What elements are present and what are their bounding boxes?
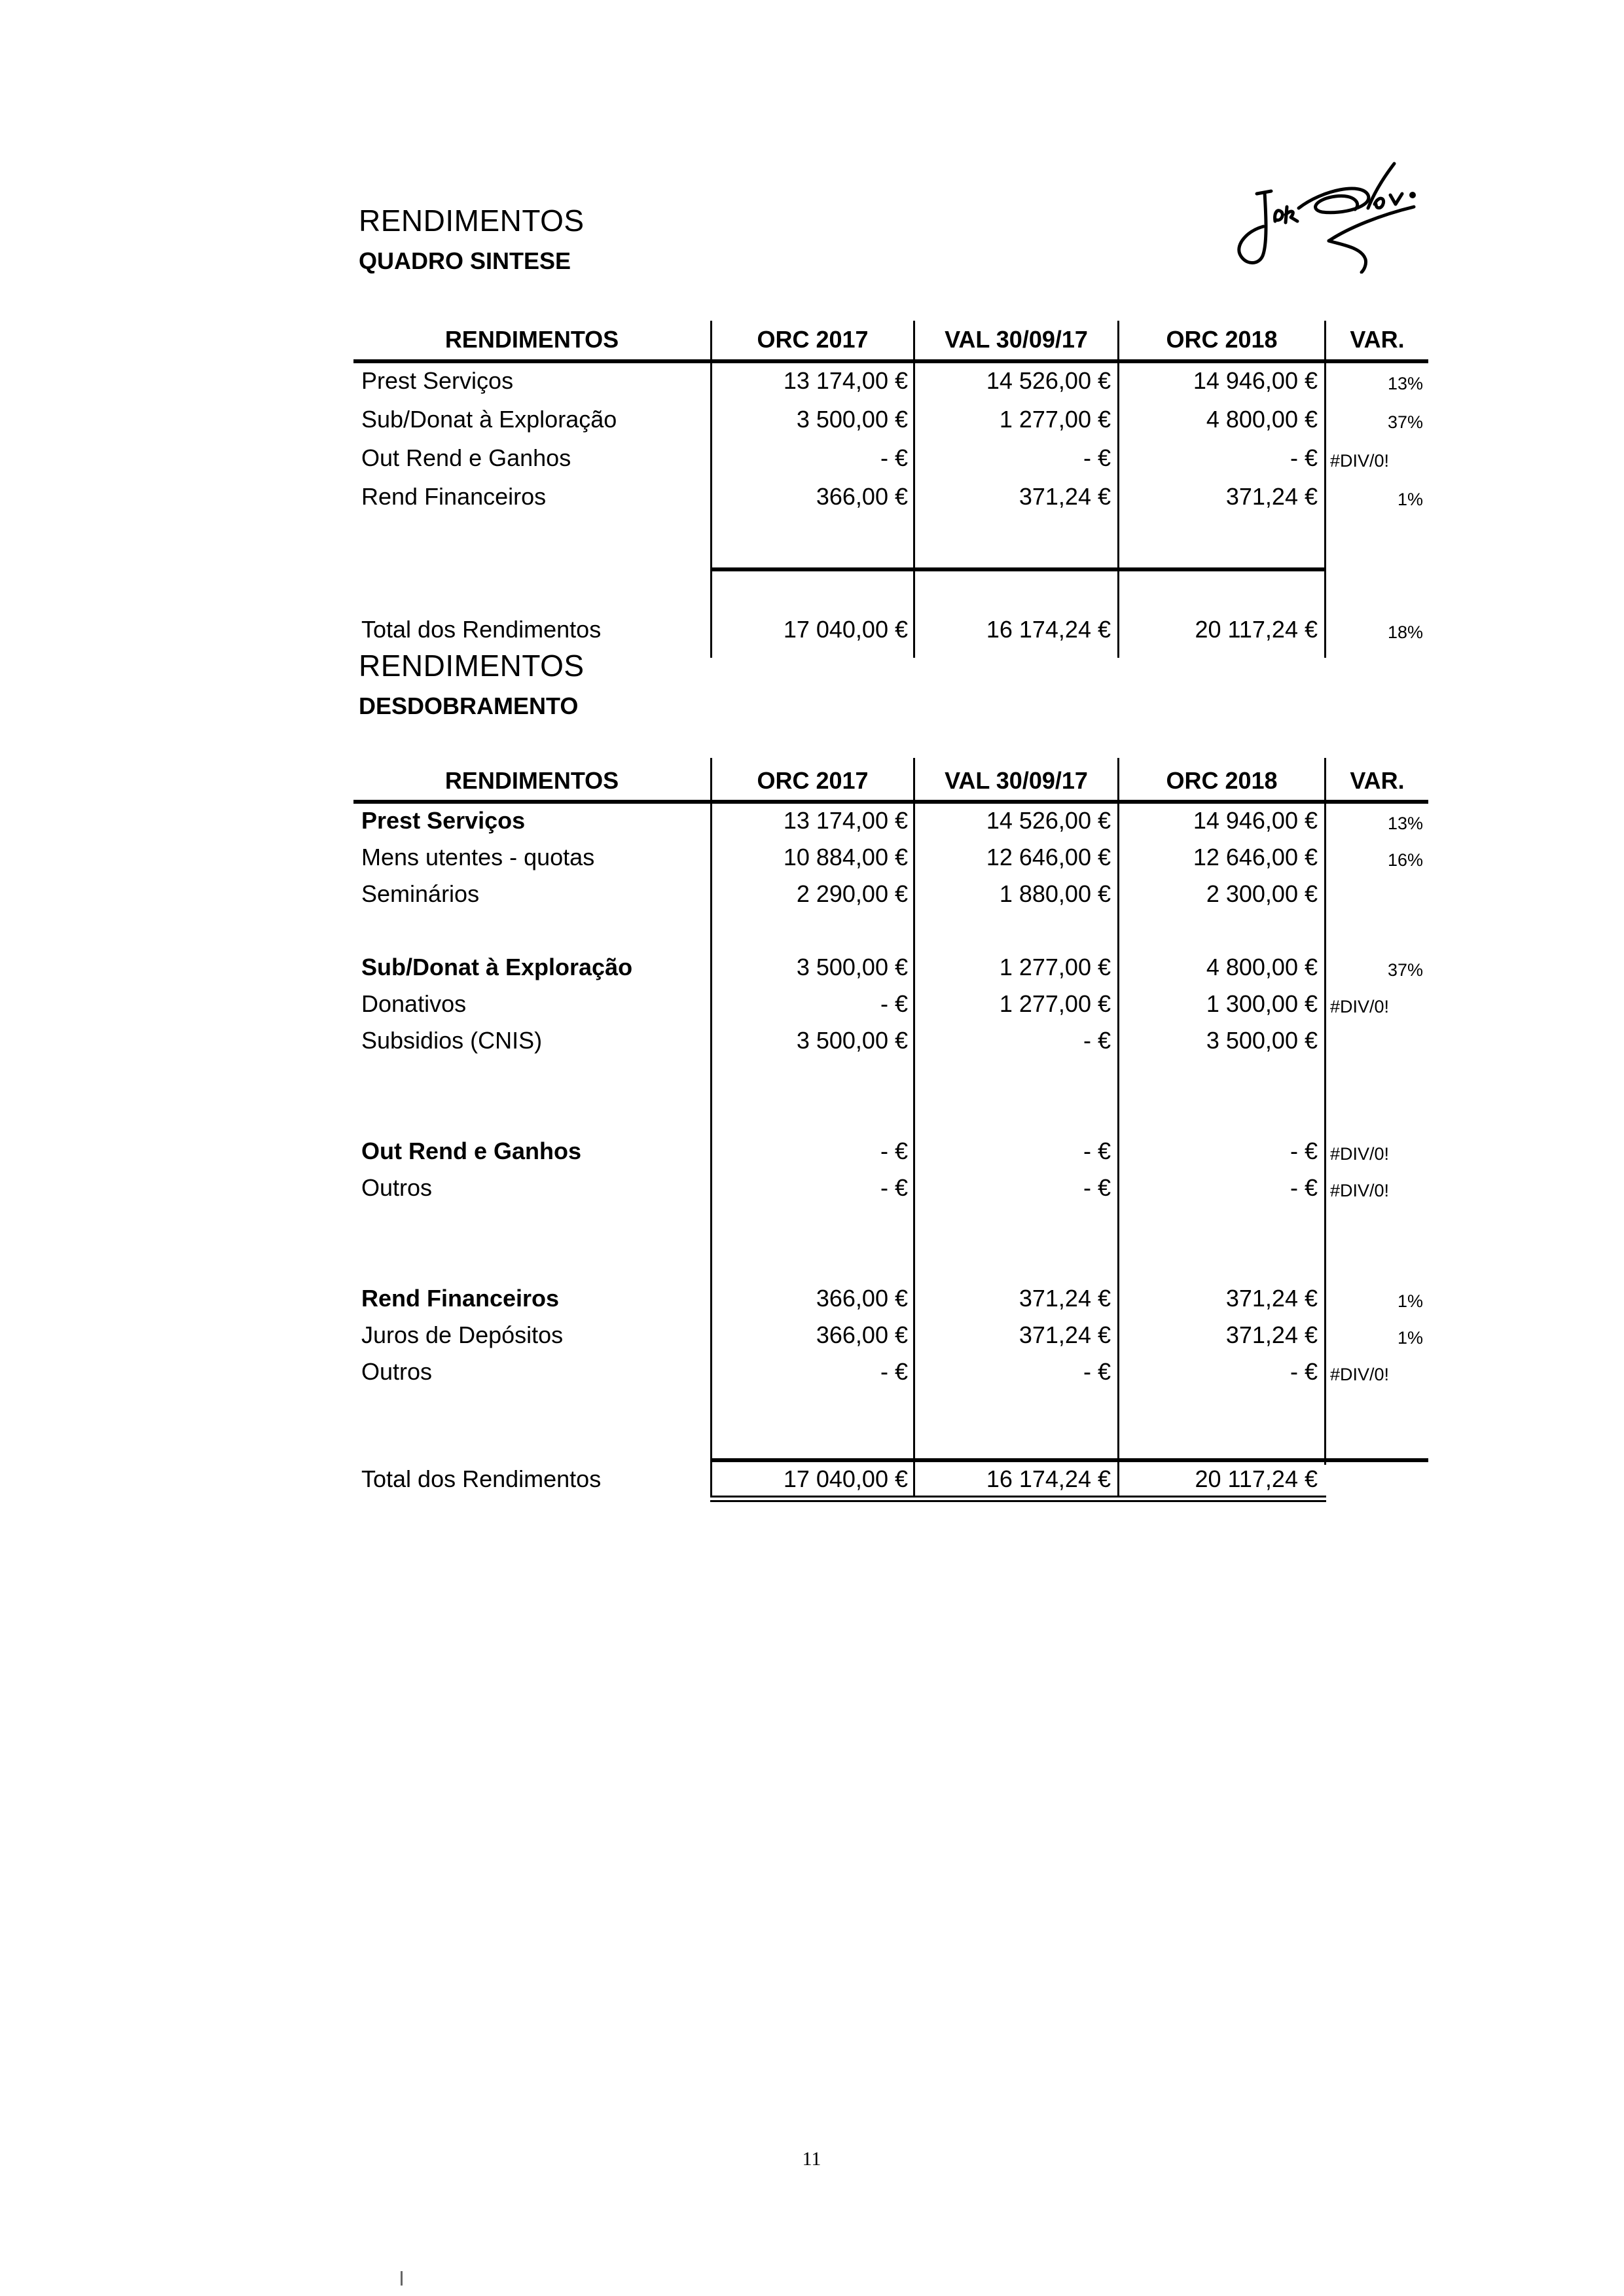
cell-var: #DIV/0! [1330,1365,1390,1384]
cell-orc2017: - € [880,1174,908,1201]
cell-var: #DIV/0! [1330,1181,1390,1200]
section2-subtitle: DESDOBRAMENTO [359,692,579,719]
cell-val300917: - € [1083,444,1111,471]
header-var: VAR. [1350,767,1405,794]
cell-orc2017: 3 500,00 € [796,1027,908,1054]
cell-var: 37% [1387,960,1423,980]
header-rendimentos: RENDIMENTOS [444,767,619,794]
cell-var: #DIV/0! [1330,997,1390,1016]
row-label: Juros de Depósitos [361,1321,564,1348]
cell-orc2018: 371,24 € [1225,1285,1318,1312]
cell-val300917: - € [1083,1138,1111,1164]
total-val300917: 16 174,24 € [986,616,1111,643]
cell-orc2017: 366,00 € [816,1321,908,1348]
subtotal-rule [710,567,1326,571]
cell-val300917: - € [1083,1358,1111,1385]
cell-val300917: 1 880,00 € [999,880,1111,907]
cell-val300917: 14 526,00 € [986,367,1111,394]
cell-orc2018: 371,24 € [1225,1321,1318,1348]
column-divider [1324,321,1326,658]
cell-orc2017: 10 884,00 € [783,844,908,870]
cell-orc2018: 2 300,00 € [1206,880,1318,907]
column-divider [1324,758,1326,1465]
cell-orc2017: - € [880,1358,908,1385]
group-label: Prest Serviços [361,807,526,834]
cell-orc2018: 14 946,00 € [1193,367,1318,394]
cell-var: #DIV/0! [1330,1144,1390,1164]
cell-orc2017: 366,00 € [816,483,908,510]
header-val300917: VAL 30/09/17 [945,767,1088,794]
cell-var [1330,1029,1423,1058]
double-rule-top [710,1496,1326,1498]
section1-subtitle: QUADRO SINTESE [359,247,571,274]
cell-var: 1% [1397,490,1423,509]
total-val300917: 16 174,24 € [986,1465,1111,1492]
cell-orc2018: - € [1290,1174,1318,1201]
header-val300917: VAL 30/09/17 [945,326,1088,353]
total-orc2017: 17 040,00 € [783,1465,908,1492]
row-label: Seminários [361,880,480,907]
row-label: Outros [361,1174,433,1201]
cell-orc2018: 1 300,00 € [1206,990,1318,1017]
cell-val300917: 371,24 € [1019,1321,1111,1348]
header-var: VAR. [1350,326,1405,353]
cell-orc2018: 4 800,00 € [1206,406,1318,433]
cell-val300917: 12 646,00 € [986,844,1111,870]
cell-val300917: - € [1083,1174,1111,1201]
cell-orc2018: 12 646,00 € [1193,844,1318,870]
cell-var: 13% [1387,814,1423,833]
cell-orc2017: 13 174,00 € [783,807,908,834]
signature-icon [1231,149,1427,274]
row-label: Subsidios (CNIS) [361,1027,543,1054]
section2-title: RENDIMENTOS [359,649,585,683]
cell-val300917: 14 526,00 € [986,807,1111,834]
section1-title: RENDIMENTOS [359,204,585,238]
row-label: Mens utentes - quotas [361,844,595,870]
header-orc2018: ORC 2018 [1166,767,1278,794]
cell-orc2017: - € [880,990,908,1017]
cell-var: 1% [1397,1291,1423,1311]
cell-orc2017: 3 500,00 € [796,954,908,980]
cell-orc2018: 14 946,00 € [1193,807,1318,834]
total-orc2018: 20 117,24 € [1195,616,1318,643]
cell-orc2017: 13 174,00 € [783,367,908,394]
total-label: Total dos Rendimentos [361,616,602,643]
row-label: Rend Financeiros [361,483,547,510]
cell-var: 13% [1387,374,1423,393]
total-var [1330,1467,1423,1496]
row-label: Sub/Donat à Exploração [361,406,617,433]
row-label: Out Rend e Ganhos [361,444,571,471]
cell-orc2018: - € [1290,1138,1318,1164]
group-label: Rend Financeiros [361,1285,560,1312]
header-orc2018: ORC 2018 [1166,326,1278,353]
header-rendimentos: RENDIMENTOS [444,326,619,353]
summary-table [353,321,1428,661]
total-orc2018: 20 117,24 € [1195,1465,1318,1492]
row-label: Prest Serviços [361,367,514,394]
scan-artifact [401,2271,405,2286]
cell-var [1330,882,1423,911]
cell-val300917: 371,24 € [1019,1285,1111,1312]
cell-orc2018: 371,24 € [1225,483,1318,510]
header-rule [353,800,1428,804]
cell-orc2018: - € [1290,444,1318,471]
header-orc2017: ORC 2017 [757,326,869,353]
cell-var: #DIV/0! [1330,451,1390,471]
header-orc2017: ORC 2017 [757,767,869,794]
cell-orc2018: 4 800,00 € [1206,954,1318,980]
total-label: Total dos Rendimentos [361,1465,602,1492]
cell-val300917: 1 277,00 € [999,990,1111,1017]
cell-var: 37% [1387,412,1423,432]
cell-orc2017: 3 500,00 € [796,406,908,433]
cell-orc2018: - € [1290,1358,1318,1385]
cell-val300917: 1 277,00 € [999,954,1111,980]
cell-var: 16% [1387,850,1423,870]
group-label: Out Rend e Ganhos [361,1138,582,1164]
cell-orc2017: - € [880,1138,908,1164]
group-label: Sub/Donat à Exploração [361,954,633,980]
total-rule [710,1458,1428,1462]
cell-orc2017: 2 290,00 € [796,880,908,907]
row-label: Donativos [361,990,467,1017]
cell-val300917: 1 277,00 € [999,406,1111,433]
cell-orc2017: - € [880,444,908,471]
row-label: Outros [361,1358,433,1385]
cell-val300917: - € [1083,1027,1111,1054]
cell-val300917: 371,24 € [1019,483,1111,510]
double-rule-bottom [710,1500,1326,1502]
cell-orc2017: 366,00 € [816,1285,908,1312]
header-rule [353,359,1428,363]
page-number: 11 [802,2148,821,2170]
total-orc2017: 17 040,00 € [783,616,908,643]
cell-orc2018: 3 500,00 € [1206,1027,1318,1054]
total-var: 18% [1387,622,1423,642]
breakdown-table [353,753,1428,1505]
cell-var: 1% [1397,1328,1423,1348]
